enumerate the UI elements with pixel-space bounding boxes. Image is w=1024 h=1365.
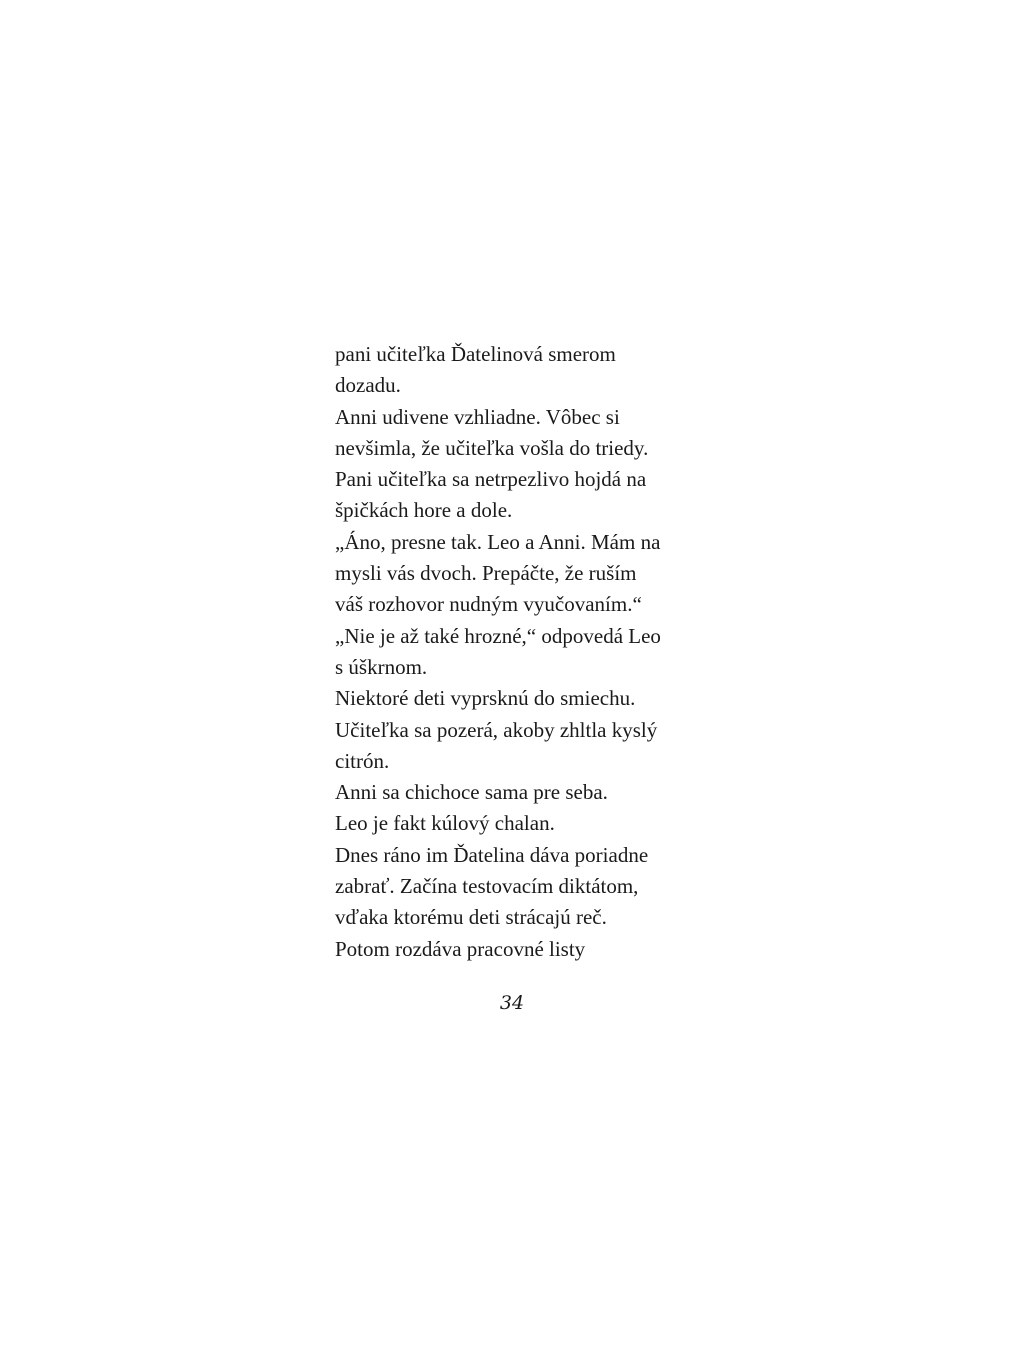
text-line: „Nie je až také hrozné,“ odpovedá Leo	[335, 623, 661, 648]
text-line: Učiteľka sa pozerá, akoby zhltla kyslý	[335, 717, 658, 742]
text-line: zabrať. Začína testovacím diktátom,	[335, 874, 639, 899]
text-line: Niektoré deti vyprsknú do smiechu.	[335, 686, 636, 711]
text-line: špičkách hore a dole.	[335, 498, 513, 523]
page-number: 34	[499, 992, 525, 1014]
text-line: Pani učiteľka sa netrpezlivo hojdá na	[335, 467, 647, 492]
text-line: citrón.	[335, 748, 390, 773]
text-line: vďaka ktorému deti strácajú reč.	[335, 905, 607, 930]
text-line: pani učiteľka Ďatelinová smerom	[335, 342, 616, 366]
text-line: s úškrnom.	[335, 654, 428, 679]
text-line: Dnes ráno im Ďatelina dáva poriadne	[335, 842, 649, 867]
text-line: Potom rozdáva pracovné listy	[335, 936, 586, 961]
body-text	[335, 339, 735, 965]
text-line: „Áno, presne tak. Leo a Anni. Mám na	[335, 529, 661, 554]
text-line: nevšimla, že učiteľka vošla do triedy.	[335, 435, 649, 460]
text-line: dozadu.	[335, 373, 401, 398]
text-line: Anni sa chichoce sama pre seba.	[335, 780, 608, 805]
text-line: Anni udivene vzhliadne. Vôbec si	[335, 404, 620, 429]
text-line: mysli vás dvoch. Prepáčte, že ruším	[335, 561, 637, 586]
text-line: váš rozhovor nudným vyučovaním.“	[335, 592, 642, 617]
text-line: Leo je fakt kúlový chalan.	[335, 811, 555, 836]
